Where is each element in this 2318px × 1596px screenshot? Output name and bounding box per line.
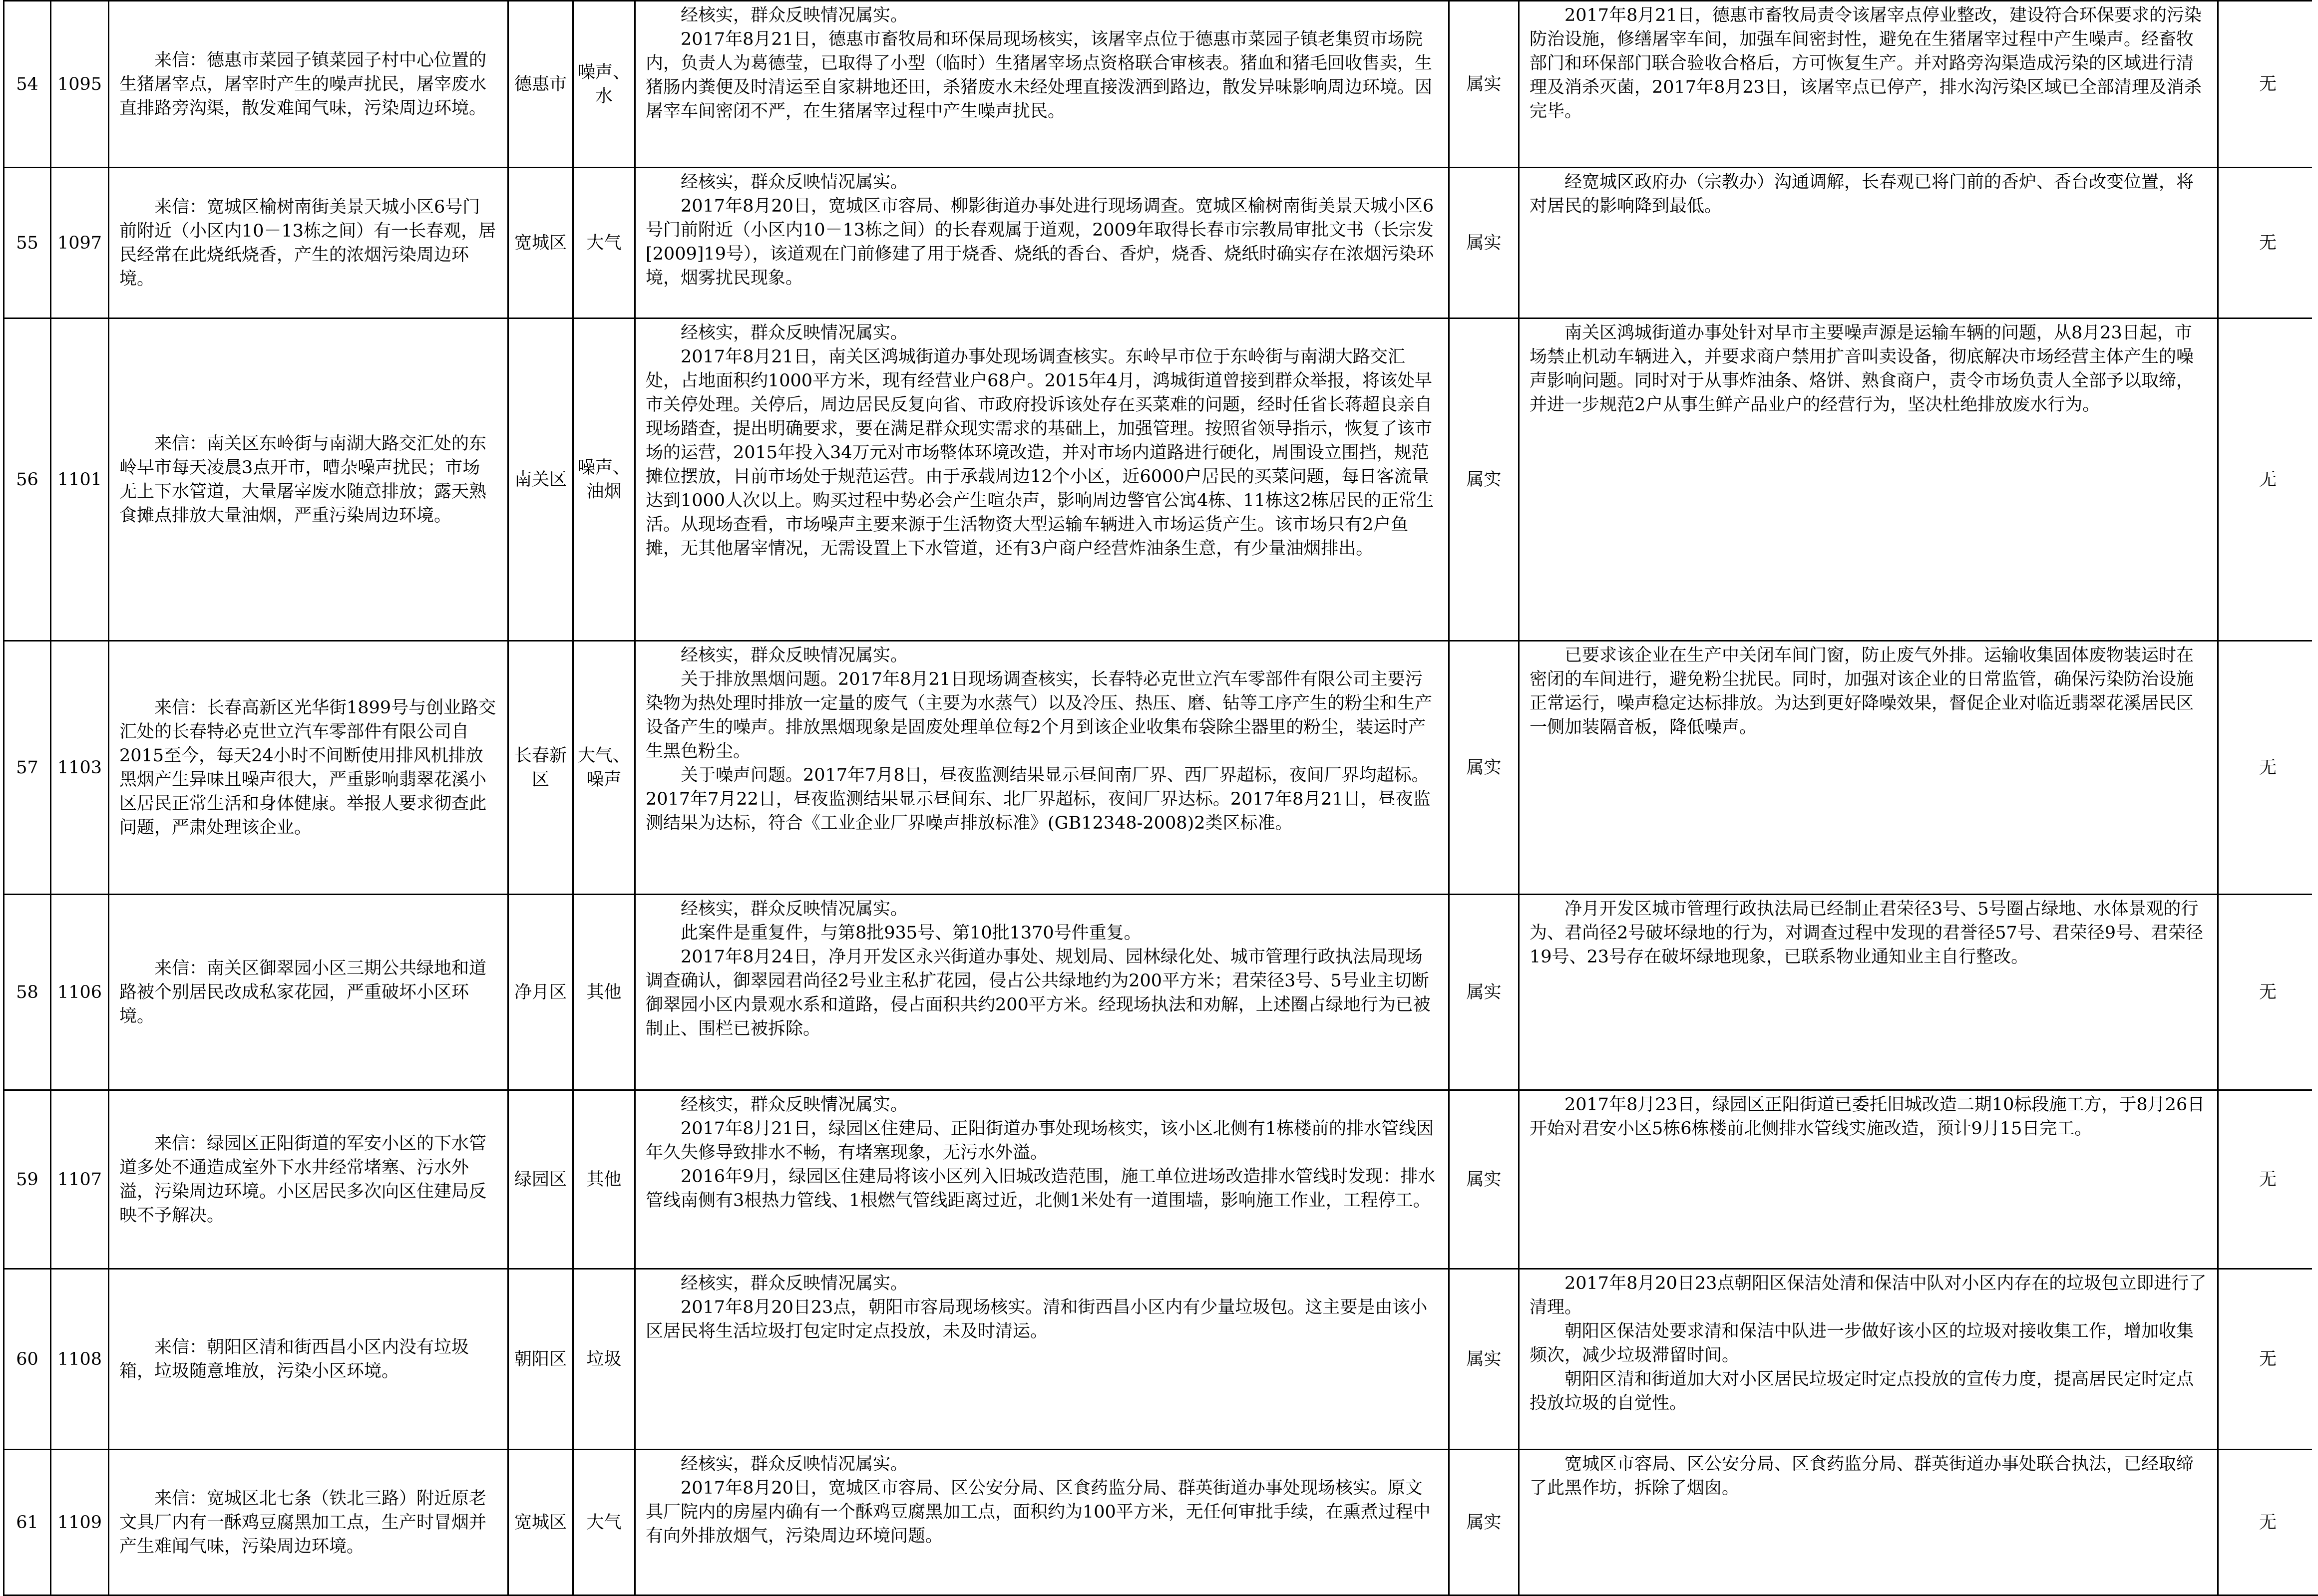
seq-cell: 61: [4, 1450, 51, 1596]
batch-no-cell: 1109: [51, 1450, 109, 1596]
category-cell: 垃圾: [573, 1269, 635, 1450]
category-cell: 大气、噪声: [573, 641, 635, 895]
investigation-cell: [635, 1, 1449, 168]
seq-cell: 55: [4, 168, 51, 319]
handling-cell-paragraph: 宽城区市容局、区公安分局、区食药监分局、群英街道办事处联合执法，已经取缔了此黑作坊，拆除了烟囱。: [1530, 1452, 2207, 1500]
verdict-cell: 属实: [1449, 1, 1519, 168]
verdict-cell: 属实: [1449, 1450, 1519, 1596]
investigation-cell-paragraph: 经核实，群众反映情况属实。: [646, 1093, 1438, 1117]
investigation-cell-paragraph: 2017年8月20日23点，朝阳市容局现场核实。清和街西昌小区内有少量垃圾包。这主要是由该小区居民将生活垃圾打包定时定点投放，未及时清运。: [646, 1295, 1438, 1343]
page-edge: [2312, 0, 2318, 1595]
district-cell: 朝阳区: [508, 1269, 573, 1450]
batch-no-cell: 1097: [51, 168, 109, 319]
handling-cell-paragraph: 南关区鸿城街道办事处针对早市主要噪声源是运输车辆的问题，从8月23日起，市场禁止机动车辆进入，并要求商户禁用扩音叫卖设备，彻底解决市场经营主体产生的噪声影响问题。同时对于从事炸油条、烙饼、熟食商户，责令市场负责人全部予以取缔，并进一步规范2户从事生鲜产品业户的经营行为，坚决杜绝排放废水行为。: [1530, 321, 2207, 417]
handling-cell: [1519, 895, 2218, 1090]
seq-cell: 54: [4, 1, 51, 168]
investigation-cell-paragraph: 经核实，群众反映情况属实。: [646, 321, 1438, 345]
batch-no-cell: 1101: [51, 319, 109, 641]
batch-no-cell: 1103: [51, 641, 109, 895]
seq-cell: 58: [4, 895, 51, 1090]
complaint-handling-table: [3, 0, 2318, 1596]
category-cell: 其他: [573, 1090, 635, 1269]
handling-cell: [1519, 641, 2218, 895]
investigation-cell-paragraph: 经核实，群众反映情况属实。: [646, 1272, 1438, 1295]
investigation-cell: [635, 1269, 1449, 1450]
district-cell: 绿园区: [508, 1090, 573, 1269]
investigation-cell-paragraph: 经核实，群众反映情况属实。: [646, 897, 1438, 921]
complaint-cell: 来信：宽城区北七条（铁北三路）附近原老文具厂内有一酥鸡豆腐黑加工点，生产时冒烟并产生难闻气味，污染周边环境。: [109, 1450, 508, 1596]
category-cell: 大气: [573, 168, 635, 319]
handling-cell-paragraph: 2017年8月23日，绿园区正阳街道已委托旧城改造二期10标段施工方，于8月26日开始对君安小区5栋6栋楼前北侧排水管线实施改造，预计9月15日完工。: [1530, 1093, 2207, 1141]
investigation-cell-paragraph: 2017年8月20日，宽城区市容局、区公安分局、区食药监分局、群英街道办事处现场核实。原文具厂院内的房屋内确有一个酥鸡豆腐黑加工点，面积约为100平方米，无任何审批手续，在熏煮过程中有向外排放烟气，污染周边环境问题。: [646, 1476, 1438, 1548]
accountability-cell: 无: [2218, 1450, 2318, 1596]
seq-cell: 59: [4, 1090, 51, 1269]
handling-cell-paragraph: 净月开发区城市管理行政执法局已经制止君荣径3号、5号圈占绿地、水体景观的行为、君尚径2号破坏绿地的行为，对调查过程中发现的君誉径57号、君荣径9号、君荣径19号、23号存在破坏绿地现象，已联系物业通知业主自行整改。: [1530, 897, 2207, 969]
investigation-cell-paragraph: 2016年9月，绿园区住建局将该小区列入旧城改造范围，施工单位进场改造排水管线时发现：排水管线南侧有3根热力管线、1根燃气管线距离过近，北侧1米处有一道围墙，影响施工作业，工程停工。: [646, 1165, 1438, 1213]
complaint-cell: 来信：南关区御翠园小区三期公共绿地和道路被个别居民改成私家花园，严重破坏小区环境。: [109, 895, 508, 1090]
verdict-cell: 属实: [1449, 1090, 1519, 1269]
district-cell: 长春新区: [508, 641, 573, 895]
investigation-cell-paragraph: 经核实，群众反映情况属实。: [646, 643, 1438, 667]
table-row: [4, 1, 2318, 168]
investigation-cell-paragraph: 关于排放黑烟问题。2017年8月21日现场调查核实，长春特必克世立汽车零部件有限公司主要污染物为热处理时排放一定量的废气（主要为水蒸气）以及冷压、热压、磨、钻等工序产生的粉尘和生产设备产生的噪声。排放黑烟现象是固废处理单位每2个月到该企业收集布袋除尘器里的粉尘，装运时产生黑色粉尘。: [646, 667, 1438, 763]
district-cell: 净月区: [508, 895, 573, 1090]
accountability-cell: 无: [2218, 319, 2318, 641]
accountability-cell: 无: [2218, 895, 2318, 1090]
investigation-cell-paragraph: 2017年8月21日，绿园区住建局、正阳街道办事处现场核实，该小区北侧有1栋楼前的排水管线因年久失修导致排水不畅，有堵塞现象，无污水外溢。: [646, 1117, 1438, 1165]
investigation-cell: [635, 1450, 1449, 1596]
handling-cell-paragraph: 2017年8月21日，德惠市畜牧局责令该屠宰点停业整改，建设符合环保要求的污染防治设施，修缮屠宰车间，加强车间密封性，避免在生猪屠宰过程中产生噪声。经畜牧部门和环保部门联合验收合格后，方可恢复生产。并对路旁沟渠造成污染的区域进行清理及消杀灭菌，2017年8月23日，该屠宰点已停产，排水沟污染区域已全部清理及消杀完毕。: [1530, 3, 2207, 123]
handling-cell-paragraph: 已要求该企业在生产中关闭车间门窗，防止废气外排。运输收集固体废物装运时在密闭的车间进行，避免粉尘扰民。同时，加强对该企业的日常监管，确保污染防治设施正常运行，噪声稳定达标排放。为达到更好降噪效果，督促企业对临近翡翠花溪居民区一侧加装隔音板，降低噪声。: [1530, 643, 2207, 739]
investigation-cell-paragraph: 2017年8月21日，南关区鸿城街道办事处现场调查核实。东岭早市位于东岭街与南湖大路交汇处，占地面积约1000平方米，现有经营业户68户。2015年4月，鸿城街道曾接到群众举报，将该处早市关停处理。关停后，周边居民反复向省、市政府投诉该处存在买菜难的问题，经时任省长蒋超良亲自现场踏查，提出明确要求，要在满足群众现实需求的基础上，加强管理。按照省领导指示，恢复了该市场的运营，2015年投入34万元对市场整体环境改造，并对市场内道路进行硬化，周围设立围挡，规范摊位摆放，目前市场处于规范运营。由于承载周边12个小区，近6000户居民的买菜问题，每日客流量达到1000人次以上。购买过程中势必会产生喧杂声，影响周边警官公寓4栋、11栋这2栋居民的正常生活。从现场查看，市场噪声主要来源于生活物资大型运输车辆进入市场运货产生。该市场只有2户鱼摊，无其他屠宰情况，无需设置上下水管道，还有3户商户经营炸油条生意，有少量油烟排出。: [646, 345, 1438, 561]
investigation-cell-paragraph: 2017年8月21日，德惠市畜牧局和环保局现场核实，该屠宰点位于德惠市菜园子镇老集贸市场院内，负责人为葛德莹，已取得了小型（临时）生猪屠宰场点资格联合审核表。猪血和猪毛回收售卖，生猪肠内粪便及时清运至自家耕地还田，杀猪废水未经处理直接泼洒到路边，散发异味影响周边环境。因屠宰车间密闭不严，在生猪屠宰过程中产生噪声扰民。: [646, 27, 1438, 123]
category-cell: 噪声、油烟: [573, 319, 635, 641]
complaint-cell: 来信：绿园区正阳街道的军安小区的下水管道多处不通造成室外下水井经常堵塞、污水外溢，污染周边环境。小区居民多次向区住建局反映不予解决。: [109, 1090, 508, 1269]
investigation-cell-paragraph: 2017年8月24日，净月开发区永兴街道办事处、规划局、园林绿化处、城市管理行政执法局现场调查确认，御翠园君尚径2号业主私扩花园，侵占公共绿地约为200平方米；君荣径3号、5号业主切断御翠园小区内景观水系和道路，侵占面积共约200平方米。经现场执法和劝解，上述圈占绿地行为已被制止、围栏已被拆除。: [646, 945, 1438, 1041]
batch-no-cell: 1095: [51, 1, 109, 168]
accountability-cell: 无: [2218, 1269, 2318, 1450]
category-cell: 大气: [573, 1450, 635, 1596]
investigation-cell-paragraph: 经核实，群众反映情况属实。: [646, 170, 1438, 194]
investigation-cell: [635, 641, 1449, 895]
table-row: [4, 641, 2318, 895]
verdict-cell: 属实: [1449, 319, 1519, 641]
table-row: [4, 1269, 2318, 1450]
complaint-cell: 来信：宽城区榆树南街美景天城小区6号门前附近（小区内10－13栋之间）有一长春观，居民经常在此烧纸烧香，产生的浓烟污染周边环境。: [109, 168, 508, 319]
accountability-cell: 无: [2218, 1090, 2318, 1269]
category-cell: 噪声、水: [573, 1, 635, 168]
batch-no-cell: 1108: [51, 1269, 109, 1450]
table-row: [4, 1450, 2318, 1596]
investigation-cell-paragraph: 此案件是重复件，与第8批935号、第10批1370号件重复。: [646, 921, 1438, 945]
verdict-cell: 属实: [1449, 895, 1519, 1090]
investigation-cell-paragraph: 经核实，群众反映情况属实。: [646, 1452, 1438, 1476]
complaint-cell: 来信：南关区东岭街与南湖大路交汇处的东岭早市每天凌晨3点开市，嘈杂噪声扰民；市场无上下水管道，大量屠宰废水随意排放；露天熟食摊点排放大量油烟，严重污染周边环境。: [109, 319, 508, 641]
verdict-cell: 属实: [1449, 168, 1519, 319]
verdict-cell: 属实: [1449, 1269, 1519, 1450]
investigation-cell: [635, 1090, 1449, 1269]
district-cell: 南关区: [508, 319, 573, 641]
district-cell: 宽城区: [508, 168, 573, 319]
investigation-cell: [635, 319, 1449, 641]
handling-cell: [1519, 1269, 2218, 1450]
district-cell: 宽城区: [508, 1450, 573, 1596]
accountability-cell: 无: [2218, 1, 2318, 168]
batch-no-cell: 1107: [51, 1090, 109, 1269]
table-row: [4, 168, 2318, 319]
handling-cell-paragraph: 朝阳区保洁处要求清和保洁中队进一步做好该小区的垃圾对接收集工作，增加收集频次，减少垃圾滞留时间。: [1530, 1319, 2207, 1367]
accountability-cell: 无: [2218, 641, 2318, 895]
complaint-cell: 来信：朝阳区清和街西昌小区内没有垃圾箱，垃圾随意堆放，污染小区环境。: [109, 1269, 508, 1450]
investigation-cell-paragraph: 关于噪声问题。2017年7月8日，昼夜监测结果显示昼间南厂界、西厂界超标，夜间厂界均超标。2017年7月22日，昼夜监测结果显示昼间东、北厂界超标，夜间厂界达标。2017年8月21日，昼夜监测结果为达标，符合《工业企业厂界噪声排放标准》(GB12348-2008)2类区标准。: [646, 763, 1438, 835]
complaint-cell: 来信：长春高新区光华街1899号与创业路交汇处的长春特必克世立汽车零部件有限公司自2015至今，每天24小时不间断使用排风机排放黑烟产生异味且噪声很大，严重影响翡翠花溪小区居民正常生活和身体健康。举报人要求彻查此问题，严肃处理该企业。: [109, 641, 508, 895]
investigation-cell: [635, 895, 1449, 1090]
handling-cell: [1519, 1450, 2218, 1596]
investigation-cell-paragraph: 2017年8月20日，宽城区市容局、柳影街道办事处进行现场调查。宽城区榆树南街美景天城小区6号门前附近（小区内10－13栋之间）的长春观属于道观，2009年取得长春市宗教局审批文书（长宗发[2009]19号），该道观在门前修建了用于烧香、烧纸的香台、香炉，烧香、烧纸时确实存在浓烟污染环境，烟雾扰民现象。: [646, 194, 1438, 290]
investigation-cell-paragraph: 经核实，群众反映情况属实。: [646, 3, 1438, 27]
seq-cell: 57: [4, 641, 51, 895]
verdict-cell: 属实: [1449, 641, 1519, 895]
handling-cell-paragraph: 经宽城区政府办（宗教办）沟通调解，长春观已将门前的香炉、香台改变位置，将对居民的影响降到最低。: [1530, 170, 2207, 218]
handling-cell-paragraph: 朝阳区清和街道加大对小区居民垃圾定时定点投放的宣传力度，提高居民定时定点投放垃圾的自觉性。: [1530, 1367, 2207, 1415]
category-cell: 其他: [573, 895, 635, 1090]
table-row: [4, 319, 2318, 641]
investigation-cell: [635, 168, 1449, 319]
handling-cell: [1519, 1, 2218, 168]
district-cell: 德惠市: [508, 1, 573, 168]
handling-cell-paragraph: 2017年8月20日23点朝阳区保洁处清和保洁中队对小区内存在的垃圾包立即进行了清理。: [1530, 1272, 2207, 1319]
table-row: [4, 895, 2318, 1090]
table-row: [4, 1090, 2318, 1269]
complaint-cell: 来信：德惠市菜园子镇菜园子村中心位置的生猪屠宰点，屠宰时产生的噪声扰民，屠宰废水直排路旁沟渠，散发难闻气味，污染周边环境。: [109, 1, 508, 168]
handling-cell: [1519, 319, 2218, 641]
handling-cell: [1519, 1090, 2218, 1269]
seq-cell: 60: [4, 1269, 51, 1450]
batch-no-cell: 1106: [51, 895, 109, 1090]
handling-cell: [1519, 168, 2218, 319]
seq-cell: 56: [4, 319, 51, 641]
accountability-cell: 无: [2218, 168, 2318, 319]
